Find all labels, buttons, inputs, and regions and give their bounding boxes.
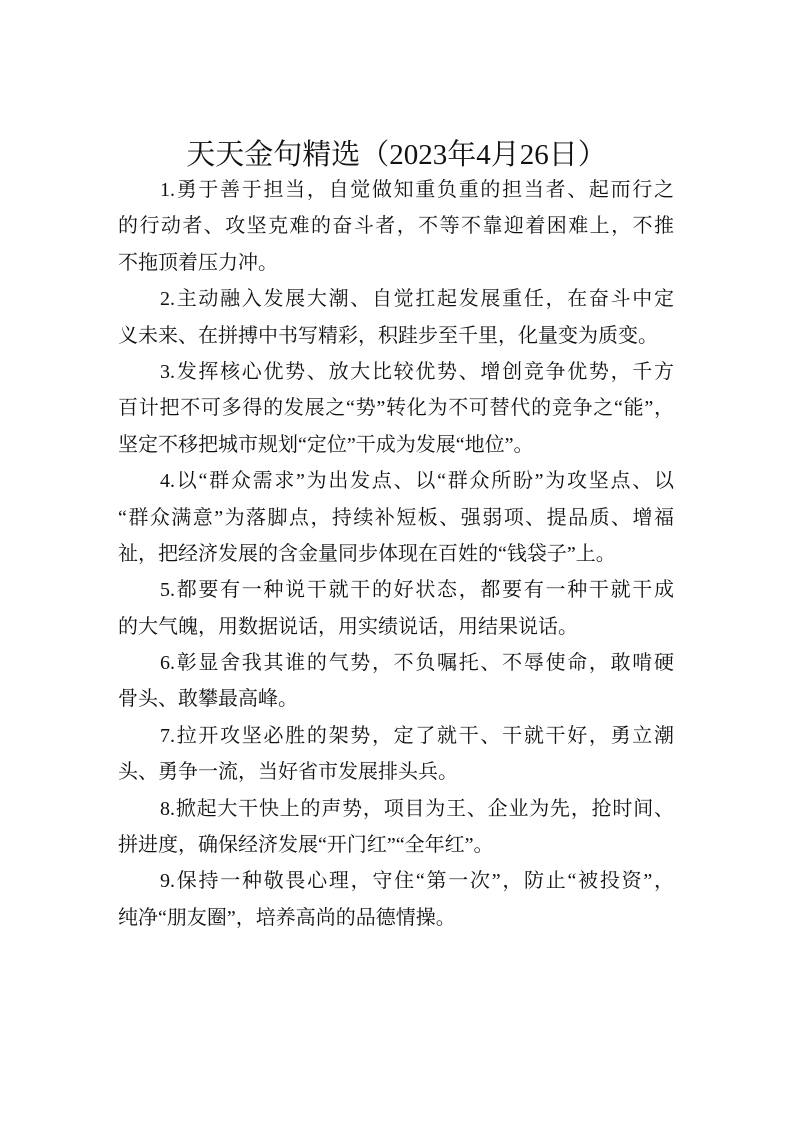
- quote-line: 不拖顶着压力冲。: [118, 251, 278, 274]
- quote-line: 6.彰显舍我其谁的气势，不负嘱托、不辱使命，敢啃硬: [160, 652, 674, 675]
- quote-paragraph: [118, 572, 674, 645]
- quote-paragraph: [118, 172, 674, 281]
- quote-line: 8.掀起大干快上的声势，项目为王、企业为先，抢时间、: [160, 797, 674, 820]
- quote-paragraph: [118, 863, 674, 936]
- quote-paragraph: [118, 718, 674, 791]
- quote-line: 头、勇争一流，当好省市发展排头兵。: [118, 761, 458, 784]
- quote-line: “群众满意”为落脚点，持续补短板、强弱项、提品质、增福: [118, 506, 674, 529]
- quote-line: 9.保持一种敬畏心理，守住“第一次”，防止“被投资”，: [160, 870, 674, 893]
- quote-line: 5.都要有一种说干就干的好状态，都要有一种干就干成: [160, 579, 674, 602]
- quote-line: 义未来、在拼搏中书写精彩，积跬步至千里，化量变为质变。: [118, 324, 658, 347]
- quote-line: 1.勇于善于担当，自觉做知重负重的担当者、起而行之: [160, 179, 674, 201]
- quote-line: 7.拉开攻坚必胜的架势，定了就干、干就干好，勇立潮: [160, 724, 674, 747]
- quote-paragraph: [118, 791, 674, 864]
- quote-line: 百计把不可多得的发展之“势”转化为不可替代的竞争之“能”，: [118, 397, 674, 420]
- quote-line: 4.以“群众需求”为出发点、以“群众所盼”为攻坚点、以: [160, 470, 674, 493]
- quote-line: 的行动者、攻坚克难的奋斗者，不等不靠迎着困难上，不推: [118, 215, 674, 238]
- quote-paragraph: [118, 281, 674, 354]
- quote-line: 骨头、敢攀最高峰。: [118, 688, 298, 711]
- document-body: [118, 172, 674, 936]
- quote-line: 拼进度，确保经济发展“开门红”“全年红”。: [118, 834, 494, 857]
- document-title: 天天金句精选（2023年4月26日）: [186, 139, 607, 171]
- quote-paragraph: [118, 645, 674, 718]
- quote-line: 坚定不移把城市规划“定位”干成为发展“地位”。: [118, 433, 534, 456]
- quote-line: 3.发挥核心优势、放大比较优势、增创竞争优势，千方: [160, 360, 674, 383]
- quote-paragraph: [118, 354, 674, 463]
- quote-line: 2.主动融入发展大潮、自觉扛起发展重任，在奋斗中定: [160, 288, 674, 311]
- quote-paragraph: [118, 463, 674, 572]
- quote-line: 的大气魄，用数据说话，用实绩说话，用结果说话。: [118, 615, 578, 638]
- quote-line: 祉，把经济发展的含金量同步体现在百姓的“钱袋子”上。: [118, 542, 616, 565]
- quote-line: 纯净“朋友圈”，培养高尚的品德情操。: [118, 906, 456, 929]
